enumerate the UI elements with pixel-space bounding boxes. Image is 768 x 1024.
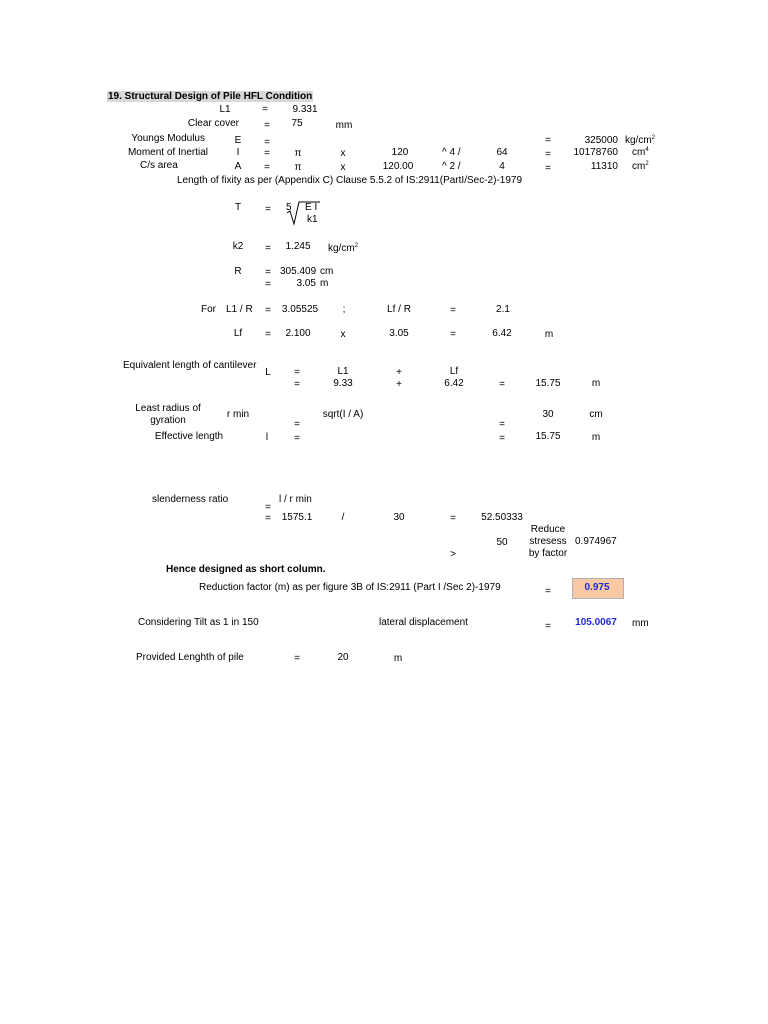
slenderness-gt: >	[450, 549, 456, 560]
tilt-label2: lateral displacement	[379, 617, 468, 628]
slenderness-result: 52.50333	[481, 512, 523, 523]
k2-unit: $kg/cm^2$	[328, 243, 359, 254]
lf-x: x	[340, 329, 346, 340]
reduction-value: 0.975	[584, 582, 610, 593]
gyration-sym: r min	[226, 409, 250, 420]
cantilever-plus: +	[396, 367, 402, 378]
reduction-eq: =	[545, 586, 551, 597]
cantilever-eq2: =	[294, 379, 300, 390]
lf-factor: 2.100	[285, 328, 311, 339]
k2-eq: =	[265, 243, 271, 254]
t-root-index: 5	[286, 202, 292, 213]
slenderness-den: 30	[393, 512, 405, 523]
youngs-sym: E	[234, 135, 242, 146]
t-sym: T	[234, 202, 242, 213]
cantilever-sym: L	[265, 367, 271, 378]
gyration-unit: cm	[589, 409, 603, 420]
youngs-label: Youngs Modulus	[131, 133, 205, 144]
eff-length-eq2: =	[499, 433, 505, 444]
ratio-eq2: =	[450, 305, 456, 316]
reduce-label1: Reduce	[530, 524, 566, 535]
inertia-x: x	[340, 148, 346, 159]
area-d: 120.00	[382, 161, 414, 172]
lf-unit: m	[544, 329, 554, 340]
r-value-cm: 305.409	[280, 266, 317, 277]
r-unit-m: m	[320, 278, 329, 289]
lf-r: 3.05	[389, 328, 409, 339]
lf-eq: =	[265, 329, 271, 340]
inertia-div: 64	[496, 147, 508, 158]
t-numerator: E I	[305, 202, 318, 213]
k2-sym: k2	[232, 241, 244, 252]
lf-eq2: =	[450, 329, 456, 340]
slenderness-eq: =	[265, 502, 271, 513]
gyration-eq2: =	[499, 419, 505, 430]
slenderness-label: slenderness ratio	[152, 494, 229, 505]
area-pi: π	[294, 162, 302, 173]
eff-length-sym: l	[265, 432, 269, 443]
provided-label: Provided Lenghth of pile	[136, 652, 244, 663]
inertia-pi: π	[294, 148, 302, 159]
area-sym: A	[234, 161, 242, 172]
inertia-sym: I	[236, 147, 240, 158]
ratio-label: L1 / R	[226, 304, 253, 315]
inertia-eq2: =	[545, 149, 551, 160]
cantilever-unit: m	[591, 378, 601, 389]
ratio-for: For	[201, 304, 216, 315]
lf-sym: Lf	[233, 328, 243, 339]
r-sym: R	[234, 266, 242, 277]
slenderness-num: 1575.1	[281, 512, 313, 523]
l1-value: 9.331	[292, 104, 318, 115]
eff-length-eq: =	[294, 433, 300, 444]
t-eq: =	[265, 204, 271, 215]
reduction-label: Reduction factor (m) as per figure 3B of IS:2911 (Part I /Sec 2)-1979	[199, 582, 501, 593]
cantilever-v1: 9.33	[333, 378, 353, 389]
inertia-unit: $cm^4$	[632, 147, 649, 158]
slenderness-eq2: =	[265, 513, 271, 524]
ratio-value2: 2.1	[496, 304, 510, 315]
inertia-pow: ^ 4 /	[442, 147, 461, 158]
provided-unit: m	[393, 653, 403, 664]
r-eq2: =	[265, 279, 271, 290]
youngs-unit: $kg/cm^2$	[625, 135, 656, 146]
youngs-eq: =	[264, 137, 270, 148]
ratio-eq: =	[265, 305, 271, 316]
slenderness-limit: 50	[496, 537, 508, 548]
gyration-label1: Least radius of	[135, 403, 201, 414]
cantilever-plus2: +	[396, 379, 402, 390]
conclusion: Hence designed as short column.	[166, 564, 326, 575]
cover-eq: =	[264, 120, 270, 131]
cantilever-label: Equivalent length of cantilever	[123, 360, 257, 371]
inertia-result: 10178760	[573, 147, 618, 158]
gyration-expr: sqrt(I / A)	[322, 409, 364, 420]
r-value-m: 3.05	[296, 278, 316, 289]
gyration-result: 30	[542, 409, 554, 420]
k2-value: 1.245	[285, 241, 311, 252]
cantilever-h1: L1	[337, 366, 349, 377]
cover-value: 75	[291, 118, 303, 129]
ratio-value: 3.05525	[281, 304, 319, 315]
lf-result: 6.42	[492, 328, 512, 339]
provided-value: 20	[337, 652, 349, 663]
eff-length-result: 15.75	[535, 431, 561, 442]
inertia-label: Moment of Inertial	[127, 147, 208, 158]
cantilever-eq: =	[294, 367, 300, 378]
provided-eq: =	[294, 653, 300, 664]
area-pow: ^ 2 /	[442, 161, 461, 172]
slenderness-slash: /	[341, 512, 345, 523]
reduce-label3: by factor	[528, 548, 568, 559]
tilt-eq: =	[545, 621, 551, 632]
tilt-value: 105.0067	[575, 617, 617, 628]
reduce-label2: stresess	[529, 536, 567, 547]
fixity-note: Length of fixity as per (Appendix C) Clause 5.5.2 of IS:2911(PartI/Sec-2)-1979	[177, 175, 522, 186]
cantilever-result: 15.75	[535, 378, 561, 389]
ratio-label2: Lf / R	[387, 304, 411, 315]
gyration-eq: =	[294, 419, 300, 430]
inertia-eq: =	[264, 148, 270, 159]
cantilever-h2: Lf	[449, 366, 459, 377]
youngs-eq2: =	[545, 135, 551, 146]
tilt-unit: mm	[632, 618, 649, 629]
cantilever-eq3: =	[499, 379, 505, 390]
slenderness-expr: l / r min	[279, 494, 312, 505]
t-denominator: k1	[307, 214, 318, 225]
area-label: C/s area	[140, 160, 178, 171]
youngs-result: 325000	[584, 135, 618, 146]
area-unit: $cm^2$	[632, 161, 649, 172]
l1-label: L1	[219, 104, 231, 115]
area-eq2: =	[545, 163, 551, 174]
tilt-label: Considering Tilt as 1 in 150	[138, 617, 259, 628]
area-div: 4	[499, 161, 505, 172]
area-eq: =	[264, 162, 270, 173]
cover-unit: mm	[335, 120, 353, 131]
slenderness-eq3: =	[450, 513, 456, 524]
area-result: 11310	[590, 161, 618, 172]
section-title: 19. Structural Design of Pile HFL Condition	[108, 91, 313, 102]
eff-length-label: Effective length	[154, 431, 224, 442]
cover-label: Clear cover	[187, 118, 239, 129]
r-unit-cm: cm	[320, 266, 334, 277]
eff-length-unit: m	[591, 432, 601, 443]
gyration-label2: gyration	[150, 415, 186, 426]
r-eq: =	[265, 267, 271, 278]
reduce-factor: 0.974967	[575, 536, 617, 547]
ratio-sep: ;	[342, 304, 346, 315]
l1-eq: =	[262, 104, 268, 115]
cantilever-v2: 6.42	[444, 378, 464, 389]
inertia-d: 120	[391, 147, 409, 158]
area-x: x	[340, 162, 346, 173]
